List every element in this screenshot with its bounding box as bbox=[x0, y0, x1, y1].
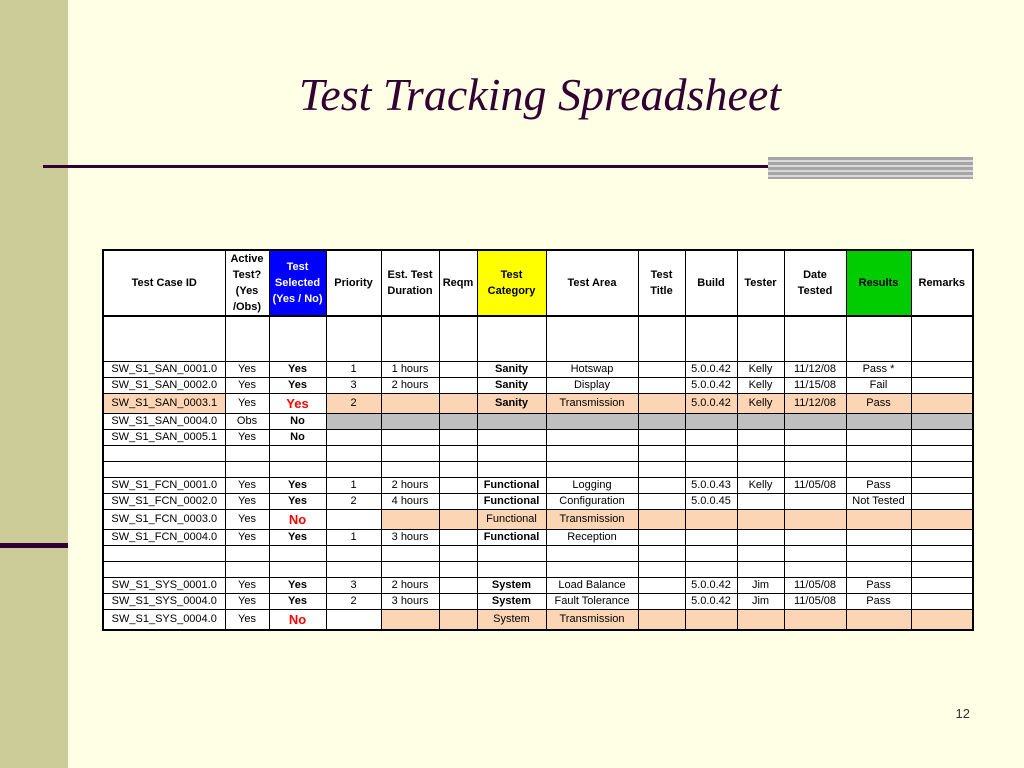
cell-area: Transmission bbox=[546, 610, 638, 631]
cell-duration bbox=[381, 610, 439, 631]
cell-priority bbox=[326, 546, 381, 562]
cell-selected bbox=[269, 462, 326, 478]
table-row bbox=[103, 394, 973, 414]
cell-date: 11/12/08 bbox=[784, 394, 846, 414]
cell-tester bbox=[737, 530, 784, 546]
cell-area: Transmission bbox=[546, 394, 638, 414]
cell-result bbox=[846, 446, 911, 462]
cell-category: Sanity bbox=[477, 378, 546, 394]
cell-area: Transmission bbox=[546, 510, 638, 530]
cell-active: Obs bbox=[225, 414, 269, 430]
cell-title bbox=[638, 446, 685, 462]
cell-active: Yes bbox=[225, 430, 269, 446]
cell-remarks bbox=[911, 530, 973, 546]
cell-priority bbox=[326, 510, 381, 530]
table-row bbox=[103, 594, 973, 610]
cell-test-case-id: SW_S1_SYS_0001.0 bbox=[103, 578, 225, 594]
cell-result: Not Tested bbox=[846, 494, 911, 510]
cell-result bbox=[846, 430, 911, 446]
cell-reqm bbox=[439, 494, 477, 510]
cell-remarks bbox=[911, 446, 973, 462]
cell-date bbox=[784, 546, 846, 562]
cell-area: Display bbox=[546, 378, 638, 394]
table-row-empty bbox=[103, 446, 973, 462]
cell-tester bbox=[737, 546, 784, 562]
cell-build bbox=[685, 446, 737, 462]
cell-active bbox=[225, 316, 269, 362]
cell-duration bbox=[381, 414, 439, 430]
cell-build: 5.0.0.43 bbox=[685, 478, 737, 494]
cell-area bbox=[546, 446, 638, 462]
header-reqm: Reqm bbox=[439, 250, 477, 316]
cell-tester: Kelly bbox=[737, 478, 784, 494]
cell-remarks bbox=[911, 510, 973, 530]
cell-category bbox=[477, 546, 546, 562]
table-row bbox=[103, 578, 973, 594]
cell-remarks bbox=[911, 394, 973, 414]
cell-test-case-id: SW_S1_FCN_0003.0 bbox=[103, 510, 225, 530]
cell-category: Functional bbox=[477, 510, 546, 530]
cell-duration bbox=[381, 462, 439, 478]
cell-remarks bbox=[911, 462, 973, 478]
table-row bbox=[103, 478, 973, 494]
cell-build: 5.0.0.42 bbox=[685, 378, 737, 394]
cell-build bbox=[685, 316, 737, 362]
cell-date: 11/05/08 bbox=[784, 594, 846, 610]
cell-test-case-id: SW_S1_SAN_0003.1 bbox=[103, 394, 225, 414]
cell-area: Fault Tolerance bbox=[546, 594, 638, 610]
cell-date bbox=[784, 562, 846, 578]
cell-reqm bbox=[439, 378, 477, 394]
cell-remarks bbox=[911, 578, 973, 594]
cell-result: Pass bbox=[846, 478, 911, 494]
cell-active bbox=[225, 462, 269, 478]
cell-title bbox=[638, 562, 685, 578]
cell-title bbox=[638, 546, 685, 562]
test-tracking-table bbox=[102, 249, 974, 631]
cell-test-case-id bbox=[103, 562, 225, 578]
cell-title bbox=[638, 530, 685, 546]
cell-build bbox=[685, 510, 737, 530]
cell-remarks bbox=[911, 478, 973, 494]
cell-active: Yes bbox=[225, 478, 269, 494]
cell-result: Fail bbox=[846, 378, 911, 394]
cell-test-case-id: SW_S1_SAN_0002.0 bbox=[103, 378, 225, 394]
cell-reqm bbox=[439, 594, 477, 610]
cell-duration: 2 hours bbox=[381, 578, 439, 594]
cell-tester: Kelly bbox=[737, 394, 784, 414]
cell-tester bbox=[737, 610, 784, 631]
cell-category bbox=[477, 446, 546, 462]
cell-category bbox=[477, 414, 546, 430]
cell-selected bbox=[269, 562, 326, 578]
cell-test-case-id: SW_S1_FCN_0002.0 bbox=[103, 494, 225, 510]
cell-category: Functional bbox=[477, 494, 546, 510]
cell-selected: Yes bbox=[269, 362, 326, 378]
title-underline bbox=[43, 165, 770, 168]
cell-test-case-id: SW_S1_SAN_0004.0 bbox=[103, 414, 225, 430]
cell-area bbox=[546, 316, 638, 362]
cell-reqm bbox=[439, 446, 477, 462]
header-remarks: Remarks bbox=[911, 250, 973, 316]
left-band-accent bbox=[0, 543, 68, 548]
cell-selected: No bbox=[269, 430, 326, 446]
header-build: Build bbox=[685, 250, 737, 316]
cell-selected bbox=[269, 546, 326, 562]
cell-tester bbox=[737, 562, 784, 578]
cell-tester bbox=[737, 316, 784, 362]
cell-duration: 3 hours bbox=[381, 530, 439, 546]
cell-priority bbox=[326, 462, 381, 478]
cell-duration bbox=[381, 394, 439, 414]
cell-active: Yes bbox=[225, 594, 269, 610]
cell-title bbox=[638, 578, 685, 594]
cell-active: Yes bbox=[225, 494, 269, 510]
cell-remarks bbox=[911, 610, 973, 631]
cell-date: 11/05/08 bbox=[784, 478, 846, 494]
table-row bbox=[103, 430, 973, 446]
cell-priority: 1 bbox=[326, 530, 381, 546]
cell-test-case-id: SW_S1_SYS_0004.0 bbox=[103, 594, 225, 610]
cell-selected: Yes bbox=[269, 394, 326, 414]
cell-build: 5.0.0.42 bbox=[685, 394, 737, 414]
cell-tester bbox=[737, 446, 784, 462]
header-row bbox=[103, 250, 973, 316]
cell-priority bbox=[326, 610, 381, 631]
cell-build bbox=[685, 562, 737, 578]
cell-date bbox=[784, 316, 846, 362]
cell-reqm bbox=[439, 562, 477, 578]
cell-date: 11/05/08 bbox=[784, 578, 846, 594]
cell-reqm bbox=[439, 362, 477, 378]
cell-duration: 2 hours bbox=[381, 478, 439, 494]
cell-build bbox=[685, 430, 737, 446]
table-row-empty bbox=[103, 562, 973, 578]
cell-priority: 1 bbox=[326, 362, 381, 378]
table-row bbox=[103, 378, 973, 394]
cell-reqm bbox=[439, 394, 477, 414]
cell-date bbox=[784, 510, 846, 530]
header-test-selected: Test Selected (Yes / No) bbox=[269, 250, 326, 316]
cell-test-case-id: SW_S1_SYS_0004.0 bbox=[103, 610, 225, 631]
table-row bbox=[103, 610, 973, 631]
cell-selected: No bbox=[269, 610, 326, 631]
cell-active bbox=[225, 562, 269, 578]
cell-active: Yes bbox=[225, 610, 269, 631]
cell-category: Functional bbox=[477, 478, 546, 494]
cell-area bbox=[546, 414, 638, 430]
cell-selected: No bbox=[269, 510, 326, 530]
cell-tester: Jim bbox=[737, 578, 784, 594]
cell-build bbox=[685, 610, 737, 631]
cell-category bbox=[477, 316, 546, 362]
cell-test-case-id: SW_S1_FCN_0004.0 bbox=[103, 530, 225, 546]
cell-active: Yes bbox=[225, 530, 269, 546]
cell-date bbox=[784, 414, 846, 430]
cell-active: Yes bbox=[225, 510, 269, 530]
slide-title: Test Tracking Spreadsheet bbox=[298, 69, 782, 120]
table-row bbox=[103, 362, 973, 378]
cell-reqm bbox=[439, 316, 477, 362]
cell-remarks bbox=[911, 546, 973, 562]
cell-remarks bbox=[911, 594, 973, 610]
cell-tester: Kelly bbox=[737, 362, 784, 378]
cell-title bbox=[638, 494, 685, 510]
cell-tester bbox=[737, 462, 784, 478]
cell-category: Functional bbox=[477, 530, 546, 546]
cell-duration bbox=[381, 510, 439, 530]
cell-active bbox=[225, 446, 269, 462]
cell-category: System bbox=[477, 578, 546, 594]
cell-active: Yes bbox=[225, 394, 269, 414]
cell-reqm bbox=[439, 430, 477, 446]
cell-title bbox=[638, 394, 685, 414]
cell-title bbox=[638, 478, 685, 494]
cell-category: System bbox=[477, 610, 546, 631]
cell-active: Yes bbox=[225, 578, 269, 594]
cell-category: Sanity bbox=[477, 362, 546, 378]
cell-tester bbox=[737, 430, 784, 446]
cell-duration: 2 hours bbox=[381, 378, 439, 394]
cell-category bbox=[477, 462, 546, 478]
cell-duration bbox=[381, 562, 439, 578]
cell-reqm bbox=[439, 478, 477, 494]
cell-result bbox=[846, 610, 911, 631]
cell-category bbox=[477, 562, 546, 578]
cell-title bbox=[638, 594, 685, 610]
cell-reqm bbox=[439, 510, 477, 530]
cell-reqm bbox=[439, 578, 477, 594]
cell-result: Pass * bbox=[846, 362, 911, 378]
cell-result bbox=[846, 316, 911, 362]
cell-category: Sanity bbox=[477, 394, 546, 414]
left-decorative-band bbox=[0, 0, 68, 768]
cell-build: 5.0.0.45 bbox=[685, 494, 737, 510]
cell-area: Reception bbox=[546, 530, 638, 546]
cell-result bbox=[846, 530, 911, 546]
cell-selected: Yes bbox=[269, 578, 326, 594]
cell-result bbox=[846, 562, 911, 578]
cell-date bbox=[784, 462, 846, 478]
cell-result: Pass bbox=[846, 394, 911, 414]
cell-reqm bbox=[439, 414, 477, 430]
cell-duration: 4 hours bbox=[381, 494, 439, 510]
header-date-tested: Date Tested bbox=[784, 250, 846, 316]
cell-priority: 2 bbox=[326, 494, 381, 510]
header-results: Results bbox=[846, 250, 911, 316]
cell-build bbox=[685, 462, 737, 478]
cell-selected: Yes bbox=[269, 478, 326, 494]
cell-remarks bbox=[911, 430, 973, 446]
cell-test-case-id bbox=[103, 462, 225, 478]
cell-priority: 3 bbox=[326, 378, 381, 394]
cell-test-case-id bbox=[103, 316, 225, 362]
cell-reqm bbox=[439, 462, 477, 478]
header-priority: Priority bbox=[326, 250, 381, 316]
cell-priority bbox=[326, 446, 381, 462]
cell-priority bbox=[326, 562, 381, 578]
cell-build bbox=[685, 414, 737, 430]
cell-date bbox=[784, 530, 846, 546]
cell-area: Load Balance bbox=[546, 578, 638, 594]
header-active-test: Active Test? (Yes /Obs) bbox=[225, 250, 269, 316]
cell-selected bbox=[269, 316, 326, 362]
cell-selected: Yes bbox=[269, 530, 326, 546]
cell-reqm bbox=[439, 546, 477, 562]
cell-active bbox=[225, 546, 269, 562]
cell-reqm bbox=[439, 610, 477, 631]
cell-result bbox=[846, 414, 911, 430]
cell-priority: 2 bbox=[326, 594, 381, 610]
cell-test-case-id: SW_S1_FCN_0001.0 bbox=[103, 478, 225, 494]
cell-area bbox=[546, 562, 638, 578]
cell-title bbox=[638, 414, 685, 430]
cell-priority: 3 bbox=[326, 578, 381, 594]
cell-category bbox=[477, 430, 546, 446]
cell-selected: Yes bbox=[269, 494, 326, 510]
cell-result bbox=[846, 510, 911, 530]
cell-tester: Jim bbox=[737, 594, 784, 610]
table-row bbox=[103, 494, 973, 510]
cell-duration bbox=[381, 430, 439, 446]
cell-title bbox=[638, 510, 685, 530]
table-row bbox=[103, 530, 973, 546]
cell-duration: 1 hours bbox=[381, 362, 439, 378]
cell-title bbox=[638, 378, 685, 394]
cell-duration bbox=[381, 546, 439, 562]
cell-build: 5.0.0.42 bbox=[685, 578, 737, 594]
cell-date bbox=[784, 430, 846, 446]
cell-active: Yes bbox=[225, 362, 269, 378]
header-test-title: Test Title bbox=[638, 250, 685, 316]
cell-area: Configuration bbox=[546, 494, 638, 510]
table-row bbox=[103, 510, 973, 530]
cell-selected: Yes bbox=[269, 378, 326, 394]
cell-result: Pass bbox=[846, 578, 911, 594]
cell-remarks bbox=[911, 414, 973, 430]
cell-area: Logging bbox=[546, 478, 638, 494]
cell-build bbox=[685, 530, 737, 546]
header-test-area: Test Area bbox=[546, 250, 638, 316]
cell-title bbox=[638, 610, 685, 631]
cell-priority: 2 bbox=[326, 394, 381, 414]
cell-remarks bbox=[911, 362, 973, 378]
header-tester: Tester bbox=[737, 250, 784, 316]
cell-selected: Yes bbox=[269, 594, 326, 610]
cell-duration bbox=[381, 446, 439, 462]
title-accent-bar bbox=[768, 157, 973, 179]
cell-build bbox=[685, 546, 737, 562]
cell-area bbox=[546, 462, 638, 478]
cell-result bbox=[846, 462, 911, 478]
cell-date bbox=[784, 494, 846, 510]
cell-title bbox=[638, 362, 685, 378]
cell-duration: 3 hours bbox=[381, 594, 439, 610]
table-row-empty bbox=[103, 462, 973, 478]
cell-reqm bbox=[439, 530, 477, 546]
cell-category: System bbox=[477, 594, 546, 610]
cell-remarks bbox=[911, 494, 973, 510]
cell-test-case-id: SW_S1_SAN_0001.0 bbox=[103, 362, 225, 378]
cell-priority bbox=[326, 316, 381, 362]
cell-result bbox=[846, 546, 911, 562]
cell-build: 5.0.0.42 bbox=[685, 362, 737, 378]
cell-area: Hotswap bbox=[546, 362, 638, 378]
table-row-empty bbox=[103, 316, 973, 362]
cell-tester bbox=[737, 414, 784, 430]
cell-priority bbox=[326, 414, 381, 430]
header-test-case-id: Test Case ID bbox=[103, 250, 225, 316]
table-row bbox=[103, 414, 973, 430]
cell-remarks bbox=[911, 562, 973, 578]
table-row-empty bbox=[103, 546, 973, 562]
cell-title bbox=[638, 430, 685, 446]
cell-title bbox=[638, 316, 685, 362]
cell-tester: Kelly bbox=[737, 378, 784, 394]
cell-date: 11/12/08 bbox=[784, 362, 846, 378]
cell-priority bbox=[326, 430, 381, 446]
cell-area bbox=[546, 546, 638, 562]
page-number: 12 bbox=[955, 706, 970, 721]
cell-remarks bbox=[911, 316, 973, 362]
cell-selected bbox=[269, 446, 326, 462]
cell-tester bbox=[737, 510, 784, 530]
cell-active: Yes bbox=[225, 378, 269, 394]
cell-priority: 1 bbox=[326, 478, 381, 494]
cell-tester bbox=[737, 494, 784, 510]
cell-result: Pass bbox=[846, 594, 911, 610]
cell-date bbox=[784, 446, 846, 462]
cell-remarks bbox=[911, 378, 973, 394]
cell-date: 11/15/08 bbox=[784, 378, 846, 394]
header-test-category: Test Category bbox=[477, 250, 546, 316]
cell-build: 5.0.0.42 bbox=[685, 594, 737, 610]
cell-selected: No bbox=[269, 414, 326, 430]
cell-title bbox=[638, 462, 685, 478]
cell-test-case-id: SW_S1_SAN_0005.1 bbox=[103, 430, 225, 446]
cell-test-case-id bbox=[103, 446, 225, 462]
cell-date bbox=[784, 610, 846, 631]
cell-test-case-id bbox=[103, 546, 225, 562]
cell-area bbox=[546, 430, 638, 446]
header-est-duration: Est. Test Duration bbox=[381, 250, 439, 316]
cell-duration bbox=[381, 316, 439, 362]
